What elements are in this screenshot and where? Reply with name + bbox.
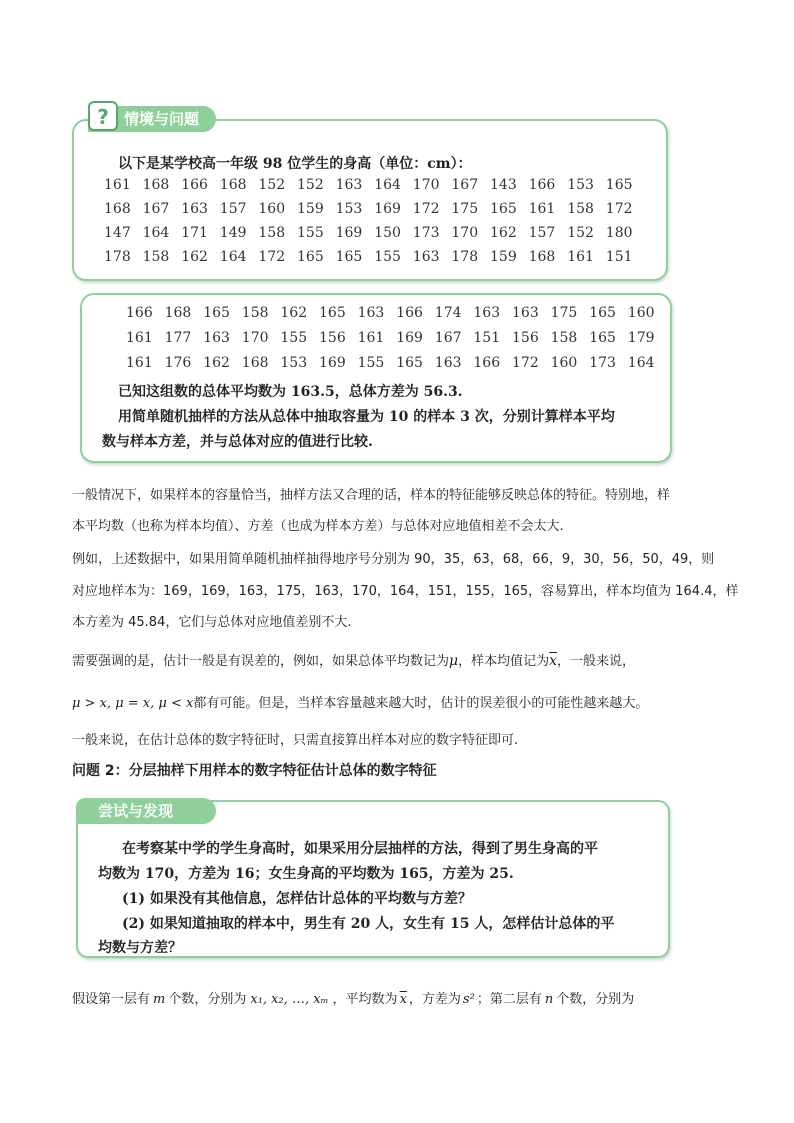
data-cell: 163: [203, 330, 230, 346]
data-cell: 169: [374, 201, 401, 217]
data-cell: 158: [567, 201, 594, 217]
data-cell: 162: [280, 305, 308, 321]
data-cell: 163: [512, 305, 539, 321]
data-cell: 163: [473, 305, 501, 321]
data-cell: 152: [258, 177, 286, 193]
data-cell: 162: [203, 355, 230, 371]
data-cell: 162: [490, 225, 517, 241]
data-cell: 163: [357, 305, 385, 321]
data-cell: 162: [181, 249, 208, 265]
data-cell: 151: [473, 330, 501, 346]
data-cell: 164: [374, 177, 401, 193]
data-cell: 165: [335, 249, 363, 265]
data-cell: 166: [396, 305, 423, 321]
data-cell: 152: [567, 225, 594, 241]
scenario-box-top: [72, 119, 668, 281]
data-cell: 165: [396, 355, 423, 371]
section-heading-problem-2: 问题 2：分层抽样下用样本的数字特征估计总体的数字特征: [72, 763, 437, 779]
paragraph-5: 假设第一层有 m 个数，分别为 x₁, x₂, …, xₘ ，平均数为 $\overline{x}$ ，方差为 s² ；第二层有 n 个数，分别为: [72, 992, 635, 1007]
data-cell: 155: [280, 330, 308, 346]
data-cell: 163: [412, 249, 440, 265]
data-cell: 150: [374, 225, 401, 241]
data-cell: 147: [104, 225, 131, 241]
try-discover-tab-label: 尝试与发现: [98, 802, 174, 820]
m-symbol: m: [153, 992, 166, 1007]
x-bar-symbol-2: $\overline{x}$: [399, 992, 407, 1007]
data-cell: 161: [126, 355, 153, 371]
data-cell: 173: [589, 355, 616, 371]
data-cell: 167: [434, 330, 462, 346]
data-cell: 155: [357, 355, 385, 371]
data-cell: 164: [219, 249, 247, 265]
try-question-1: (1) 如果没有其他信息，怎样估计总体的平均数与方差？: [122, 891, 472, 907]
data-cell: 164: [627, 355, 655, 371]
data-cell: 161: [528, 201, 556, 217]
try-line-1: 在考察某中学的学生身高时，如果采用分层抽样的方法，得到了男生身高的平: [122, 841, 598, 857]
data-cell: 153: [567, 177, 594, 193]
data-cell: 165: [490, 201, 517, 217]
task-line-2: 数与样本方差，并与总体对应的值进行比较.: [102, 434, 373, 450]
data-cell: 160: [258, 201, 286, 217]
data-cell: 158: [550, 330, 578, 346]
question-mark-icon: ?: [88, 101, 118, 131]
data-cell: 161: [567, 249, 594, 265]
n-symbol: n: [544, 992, 554, 1007]
paragraph-4: 一般来说，在估计总体的数字特征时，只需直接算出样本对应的数字特征即可.: [72, 733, 519, 748]
data-cell: 171: [181, 225, 208, 241]
data-cell: 166: [528, 177, 556, 193]
data-cell: 156: [319, 330, 346, 346]
data-cell: 178: [104, 249, 131, 265]
data-cell: 153: [280, 355, 308, 371]
data-cell: 164: [142, 225, 170, 241]
data-cell: 168: [528, 249, 556, 265]
data-cell: 167: [142, 201, 170, 217]
data-cell: 176: [164, 355, 192, 371]
try-question-2: (2) 如果知道抽取的样本中，男生有 20 人，女生有 15 人，怎样估计总体的平: [122, 916, 615, 932]
data-cell: 165: [297, 249, 324, 265]
data-cell: 168: [104, 201, 131, 217]
data-cell: 165: [605, 177, 633, 193]
data-cell: 157: [528, 225, 556, 241]
try-question-2-cont: 均数与方差？: [98, 940, 182, 956]
data-cell: 158: [258, 225, 286, 241]
data-cell: 165: [203, 305, 230, 321]
data-cell: 172: [512, 355, 539, 371]
paragraph-2-line-3: 本方差为 45.84，它们与总体对应地值差别不大.: [72, 615, 352, 630]
data-cell: 143: [490, 177, 517, 193]
data-cell: 168: [164, 305, 192, 321]
data-cell: 168: [241, 355, 269, 371]
data-cell: 172: [412, 201, 440, 217]
scenario-box-bottom: [80, 293, 672, 463]
try-line-2: 均数为 170，方差为 16；女生身高的平均数为 165，方差为 25.: [98, 866, 514, 882]
data-cell: 163: [434, 355, 462, 371]
data-cell: 151: [605, 249, 633, 265]
data-cell: 177: [164, 330, 192, 346]
data-cell: 161: [357, 330, 385, 346]
data-cell: 153: [335, 201, 363, 217]
data-cell: 172: [258, 249, 286, 265]
scenario-intro: 以下是某学校高一年级 98 位学生的身高（单位：cm）：: [118, 156, 472, 172]
data-cell: 166: [473, 355, 501, 371]
paragraph-2-line-2: 对应地样本为：169，169，163，175，163，170，164，151，155，165，容易算出，样本均值为 164.4，样: [72, 584, 739, 599]
data-cell: 157: [219, 201, 247, 217]
data-cell: 155: [297, 225, 324, 241]
data-cell: 169: [335, 225, 363, 241]
population-stats: 已知这组数的总体平均数为 163.5，总体方差为 56.3.: [118, 384, 463, 400]
scenario-tab-label: 情境与问题: [124, 110, 200, 128]
task-line-1: 用简单随机抽样的方法从总体中抽取容量为 10 的样本 3 次，分别计算样本平均: [118, 409, 615, 425]
data-cell: 168: [142, 177, 170, 193]
paragraph-3-line-2: μ > x, μ = x, μ < x都有可能。但是，当样本容量越来越大时，估计的误差很小的可能性越来越大。: [72, 696, 649, 711]
paragraph-3-line-1: 需要强调的是，估计一般是有误差的，例如，如果总体平均数记为μ，样本均值记为$\overline{x}$，一般来说，: [72, 653, 636, 669]
paragraph-2-line-1: 例如，上述数据中，如果用简单随机抽样抽得地序号分别为 90，35，63，68，66，9，30，56，50，49，则: [72, 552, 715, 567]
data-cell: 166: [181, 177, 208, 193]
data-cell: 149: [219, 225, 247, 241]
data-cell: 158: [142, 249, 170, 265]
data-cell: 169: [319, 355, 346, 371]
data-cell: 179: [627, 330, 655, 346]
data-cell: 169: [396, 330, 423, 346]
data-cell: 163: [335, 177, 363, 193]
scenario-tab: [88, 106, 216, 132]
data-cell: 175: [550, 305, 578, 321]
data-cell: 170: [451, 225, 479, 241]
data-cell: 180: [605, 225, 633, 241]
data-cell: 155: [374, 249, 401, 265]
data-cell: 159: [490, 249, 517, 265]
paragraph-1-line-2: 本平均数（也称为样本均值）、方差（也成为样本方差）与总体对应地值相差不会太大.: [72, 519, 564, 534]
data-cell: 172: [605, 201, 633, 217]
data-cell: 170: [241, 330, 269, 346]
data-cell: 156: [512, 330, 539, 346]
x-bar-symbol: $\overline{x}$: [549, 653, 558, 669]
data-cell: 173: [412, 225, 440, 241]
data-cell: 175: [451, 201, 479, 217]
data-cell: 174: [434, 305, 462, 321]
data-cell: 159: [297, 201, 324, 217]
data-cell: 161: [126, 330, 153, 346]
data-cell: 158: [241, 305, 269, 321]
data-cell: 178: [451, 249, 479, 265]
data-cell: 165: [589, 330, 616, 346]
data-cell: 170: [412, 177, 440, 193]
data-cell: 165: [319, 305, 346, 321]
data-cell: 167: [451, 177, 479, 193]
s-squared-symbol: s²: [462, 992, 475, 1007]
data-cell: 160: [627, 305, 655, 321]
data-cell: 160: [550, 355, 578, 371]
data-cell: 168: [219, 177, 247, 193]
x-sequence: x₁, x₂, …, xₘ: [250, 992, 329, 1007]
data-cell: 166: [126, 305, 153, 321]
mu-symbol: μ: [449, 653, 459, 669]
data-cell: 163: [181, 201, 208, 217]
mu-relations: μ > x, μ = x, μ < x: [72, 696, 194, 711]
try-discover-tab: [76, 798, 216, 824]
data-cell: 165: [589, 305, 616, 321]
paragraph-1-line-1: 一般情况下，如果样本的容量恰当，抽样方法又合理的话，样本的特征能够反映总体的特征。特别地，样: [72, 488, 671, 503]
data-cell: 161: [104, 177, 131, 193]
data-cell: 152: [297, 177, 324, 193]
